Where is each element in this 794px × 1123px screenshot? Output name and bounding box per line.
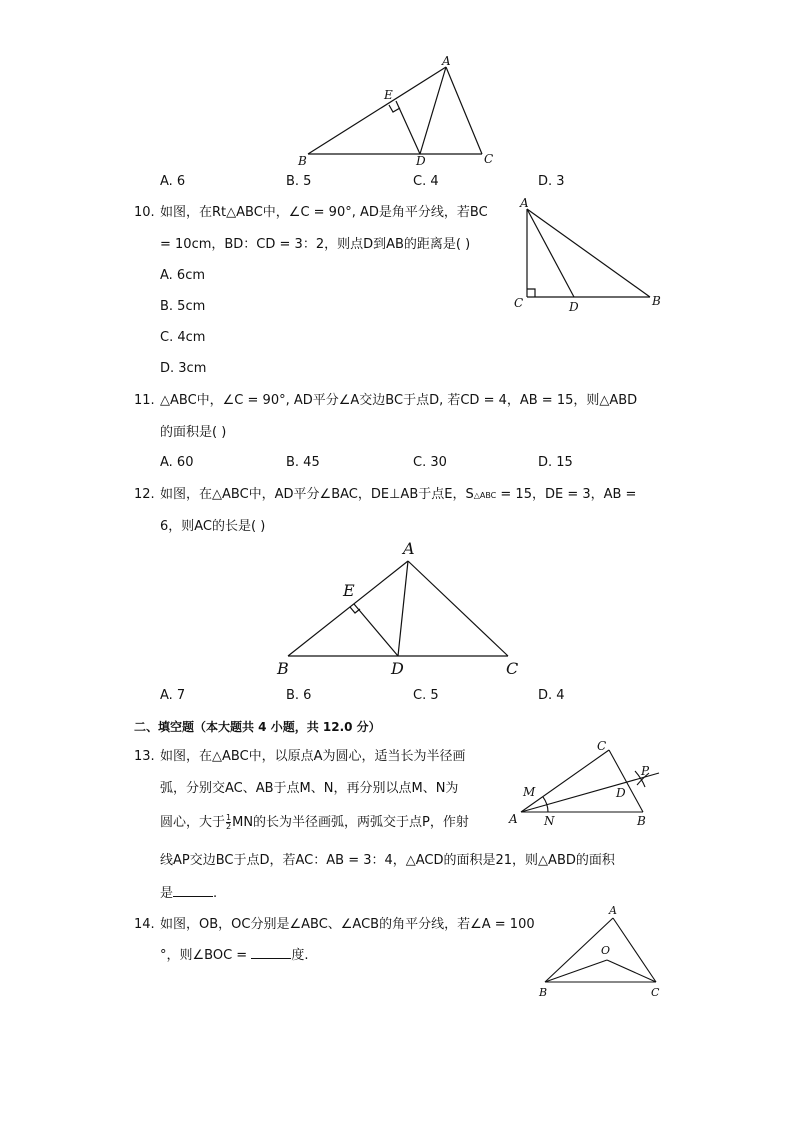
q10-label-b: B bbox=[652, 294, 661, 308]
q13-side-ac bbox=[521, 750, 609, 812]
q13-text-suffix: . bbox=[213, 886, 218, 901]
q12-area-subscript: △ABC bbox=[473, 491, 497, 500]
q14-text-line1: 如图，OB，OC分别是∠ABC、∠ACB的角平分线，若∠A = 100 bbox=[160, 917, 535, 932]
q11-option-a[interactable]: A. 60 bbox=[160, 455, 194, 470]
q10-label-c: C bbox=[514, 296, 524, 310]
q13-fraction bbox=[226, 814, 231, 831]
q11-option-b[interactable]: B. 45 bbox=[286, 455, 320, 470]
q12-option-b[interactable]: B. 6 bbox=[286, 688, 312, 703]
q13-text-line2: 弧，分别交AC、AB于点M、N，再分别以点M、N为 bbox=[160, 781, 459, 796]
q12-side-ab bbox=[288, 561, 408, 656]
q10-option-c[interactable]: C. 4cm bbox=[160, 330, 206, 345]
q12-option-a[interactable]: A. 7 bbox=[160, 688, 186, 703]
q12-label-c: C bbox=[506, 659, 519, 678]
q9-side-ac bbox=[446, 67, 482, 154]
q9-option-b[interactable]: B. 5 bbox=[286, 174, 312, 189]
q14-figure bbox=[535, 900, 675, 1000]
q10-text-line1: 如图，在Rt△ABC中，∠C = 90°, AD是角平分线，若BC bbox=[160, 205, 488, 220]
q13-text-part2: MN的长为半径画弧，两弧交于点P，作射 bbox=[232, 815, 469, 830]
q9-option-a[interactable]: A. 6 bbox=[160, 174, 186, 189]
q9-label-d: D bbox=[416, 154, 426, 168]
q10-label-d: D bbox=[569, 300, 579, 314]
q12-label-a: A bbox=[403, 539, 415, 558]
q9-figure bbox=[290, 55, 510, 175]
q13-fraction-numerator: 1 bbox=[226, 813, 232, 822]
q14-label-o: O bbox=[601, 944, 611, 957]
q12-right-angle-mark bbox=[350, 607, 360, 613]
q12-text-part1: 如图，在△ABC中，AD平分∠BAC，DE⊥AB于点E，S bbox=[160, 487, 474, 502]
q11-option-d[interactable]: D. 15 bbox=[538, 455, 573, 470]
q13-text-line5 bbox=[160, 884, 217, 903]
q12-label-b: B bbox=[277, 659, 289, 678]
q13-text-line3 bbox=[160, 814, 469, 832]
q12-text-line2: 6，则AC的长是( ) bbox=[160, 519, 266, 534]
q13-number: 13. bbox=[134, 749, 155, 764]
q12-side-ac bbox=[408, 561, 508, 656]
q9-segment-ad bbox=[420, 67, 446, 154]
q11-text-line2: 的面积是( ) bbox=[160, 425, 227, 440]
q9-segment-de bbox=[396, 101, 420, 154]
q13-figure bbox=[505, 735, 675, 835]
q12-segment-de bbox=[354, 604, 398, 656]
q9-option-c[interactable]: C. 4 bbox=[413, 174, 439, 189]
q10-number: 10. bbox=[134, 205, 155, 220]
q9-label-e: E bbox=[384, 88, 393, 102]
q14-answer-blank[interactable] bbox=[251, 946, 291, 959]
q9-label-c: C bbox=[484, 152, 494, 166]
q11-number: 11. bbox=[134, 393, 155, 408]
q14-label-c: C bbox=[651, 986, 660, 999]
q14-text-suffix: 度. bbox=[291, 948, 309, 963]
q13-ray-ap bbox=[521, 773, 659, 812]
q10-text-line2: = 10cm，BD：CD = 3：2，则点D到AB的距离是( ) bbox=[160, 237, 471, 252]
q13-label-p: P bbox=[641, 764, 650, 778]
q14-bisector-bo bbox=[545, 960, 607, 982]
q13-text-line4: 线AP交边BC于点D，若AC：AB = 3：4，△ACD的面积是21，则△ABD的面积 bbox=[160, 853, 615, 868]
q9-option-d[interactable]: D. 3 bbox=[538, 174, 565, 189]
q9-side-ab bbox=[308, 67, 446, 154]
q13-label-d: D bbox=[616, 786, 626, 800]
q13-text-line1: 如图，在△ABC中，以原点A为圆心，适当长为半径画 bbox=[160, 749, 466, 764]
q9-label-b: B bbox=[298, 154, 307, 168]
q14-label-b: B bbox=[539, 986, 548, 999]
q13-fraction-denominator: 2 bbox=[226, 822, 232, 831]
q13-label-m: M bbox=[523, 785, 536, 799]
q14-label-a: A bbox=[609, 904, 617, 917]
q11-option-c[interactable]: C. 30 bbox=[413, 455, 447, 470]
q10-label-a: A bbox=[520, 196, 529, 210]
q12-text-part2: = 15，DE = 3，AB = bbox=[496, 487, 637, 502]
q13-arc-mn bbox=[543, 797, 548, 812]
q14-text-line2 bbox=[160, 946, 308, 965]
q12-option-d[interactable]: D. 4 bbox=[538, 688, 565, 703]
q10-option-d[interactable]: D. 3cm bbox=[160, 361, 207, 376]
q10-option-b[interactable]: B. 5cm bbox=[160, 299, 206, 314]
q12-figure bbox=[270, 540, 530, 680]
q13-label-n: N bbox=[544, 814, 555, 828]
q10-right-angle-mark bbox=[527, 289, 535, 297]
q12-number: 12. bbox=[134, 487, 155, 502]
q13-answer-blank[interactable] bbox=[173, 884, 213, 897]
q12-option-c[interactable]: C. 5 bbox=[413, 688, 439, 703]
q13-text-prefix: 是 bbox=[160, 886, 174, 901]
q11-text-line1: △ABC中，∠C = 90°, AD平分∠A交边BC于点D, 若CD = 4，AB = 15，则△ABD bbox=[160, 393, 638, 408]
q13-text-part1: 圆心，大于 bbox=[160, 815, 226, 830]
q10-segment-ad bbox=[527, 209, 574, 297]
q10-figure bbox=[510, 195, 670, 320]
q10-side-ab bbox=[527, 209, 650, 297]
q9-label-a: A bbox=[442, 54, 451, 68]
q10-option-a[interactable]: A. 6cm bbox=[160, 268, 206, 283]
q13-label-a: A bbox=[509, 812, 518, 826]
q12-segment-ad bbox=[398, 561, 408, 656]
q13-label-b: B bbox=[637, 814, 646, 828]
q14-number: 14. bbox=[134, 917, 155, 932]
q12-label-e: E bbox=[343, 581, 355, 600]
q12-label-d: D bbox=[391, 659, 404, 678]
q12-text-line1 bbox=[160, 486, 636, 505]
section-heading: 二、填空题（本大题共 4 小题，共 12.0 分） bbox=[134, 720, 381, 734]
q13-side-cb bbox=[609, 750, 643, 812]
q13-label-c: C bbox=[597, 739, 607, 753]
q14-text-prefix: °，则∠BOC = bbox=[160, 948, 248, 963]
